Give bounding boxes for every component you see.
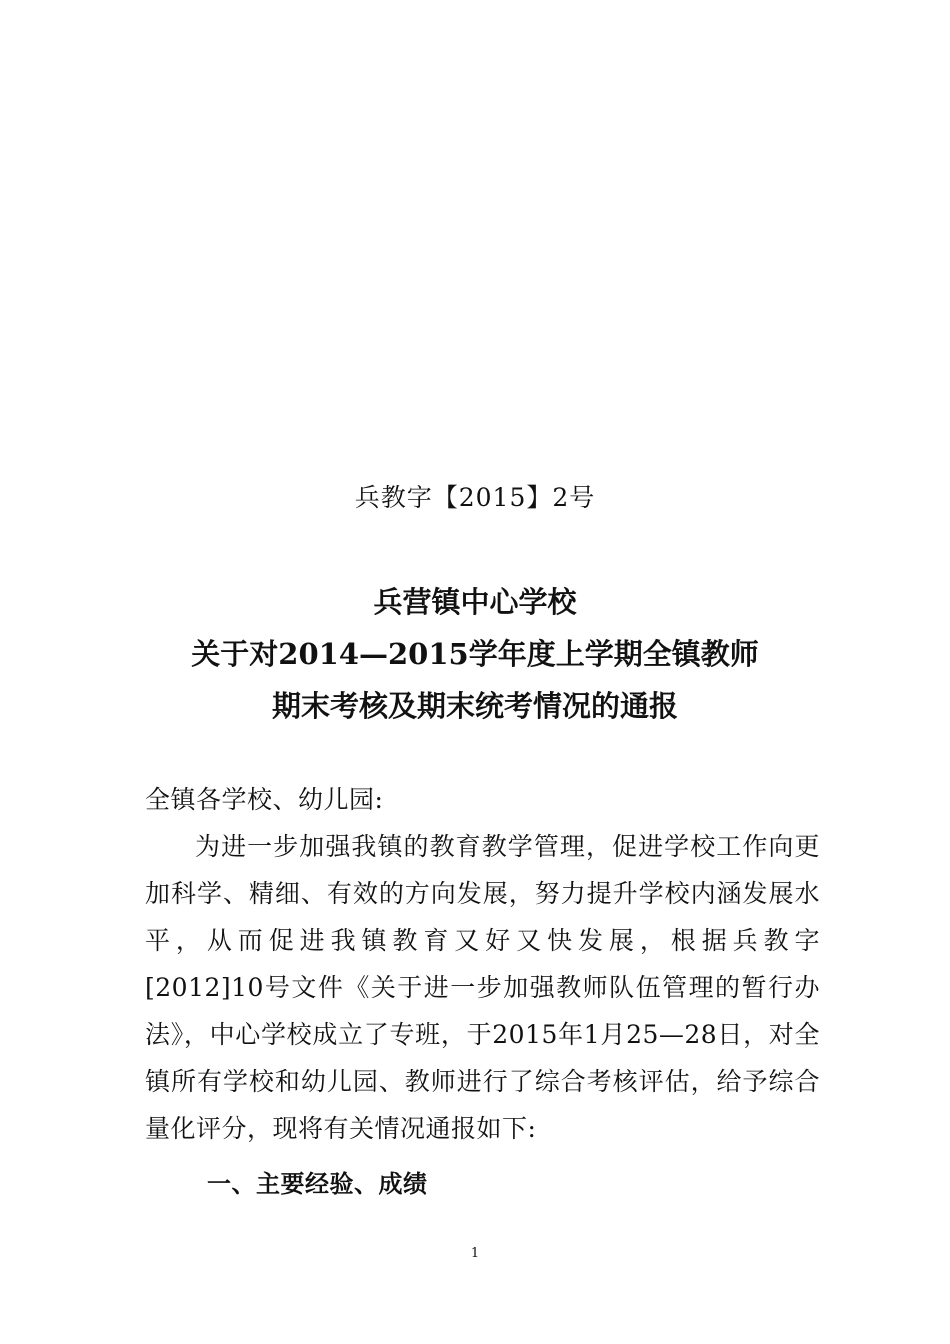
intro-paragraph: 为进一步加强我镇的教育教学管理，促进学校工作向更加科学、精细、有效的方向发展，努力提升学校内涵发展水平，从而促进我镇教育又好又快发展，根据兵教字[2012]10号文件《关于进一步加强教师队伍管理的暂行办法》，中心学校成立了专班，于2015年1月25—28日，对全镇所有学校和幼儿园、教师进行了综合考核评估，给予综合量化评分，现将有关情况通报如下: (145, 832, 820, 1143)
document-number: 兵教字【2015】2号 (354, 483, 596, 512)
document-body (145, 776, 820, 1210)
document-title (0, 576, 950, 732)
title-line-issuer: 兵营镇中心学校 (373, 585, 577, 619)
section-heading: 一、主要经验、成绩 (207, 1170, 428, 1198)
title-line-topic: 期末考核及期末统考情况的通报 (271, 689, 678, 723)
page-number: 1 (470, 1246, 480, 1261)
salutation: 全镇各学校、幼儿园: (145, 785, 384, 814)
title-line-subject: 关于对2014—2015学年度上学期全镇教师 (191, 637, 759, 671)
